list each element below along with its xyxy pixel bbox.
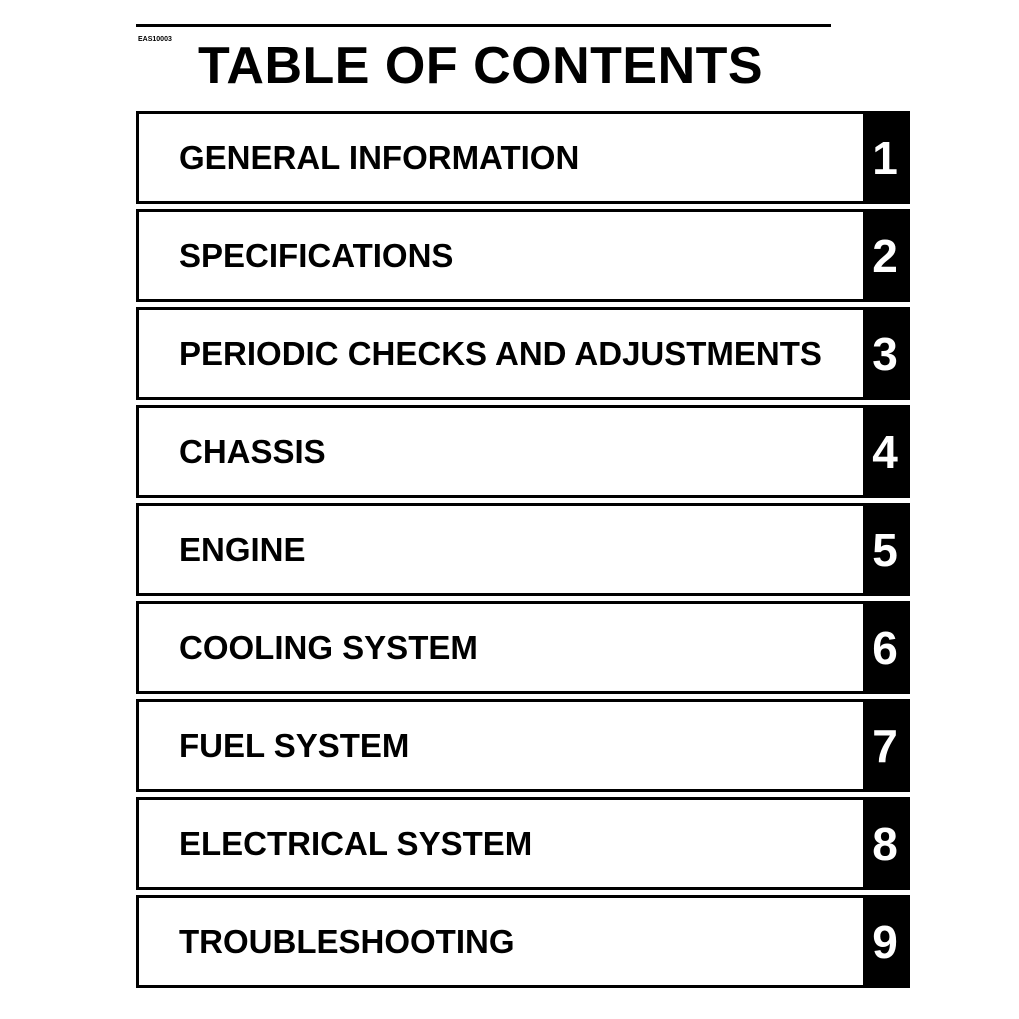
toc-entry-label: PERIODIC CHECKS AND ADJUSTMENTS: [179, 335, 822, 372]
chapter-number-tab[interactable]: 5: [863, 506, 907, 593]
toc-entry-label: SPECIFICATIONS: [179, 237, 454, 274]
chapter-number-tab[interactable]: 2: [863, 212, 907, 299]
toc-entry[interactable]: [136, 307, 910, 400]
chapter-number-tab[interactable]: 3: [863, 310, 907, 397]
toc-entry-label: COOLING SYSTEM: [179, 629, 478, 666]
toc-entry-label: TROUBLESHOOTING: [179, 923, 515, 960]
page-title: TABLE OF CONTENTS: [198, 37, 764, 95]
top-rule: [136, 24, 831, 27]
document-code: EAS10003: [138, 36, 172, 43]
toc-entry[interactable]: [136, 209, 910, 302]
chapter-number-tab[interactable]: 6: [863, 604, 907, 691]
toc-entry-label: ENGINE: [179, 531, 306, 568]
toc-entry[interactable]: [136, 503, 910, 596]
chapter-number-tab[interactable]: 9: [863, 898, 907, 985]
toc-entry[interactable]: [136, 699, 910, 792]
toc-entry[interactable]: [136, 895, 910, 988]
toc-entry-label: ELECTRICAL SYSTEM: [179, 825, 533, 862]
toc-entry[interactable]: [136, 405, 910, 498]
chapter-number-tab[interactable]: 1: [863, 114, 907, 201]
toc-entry[interactable]: [136, 797, 910, 890]
toc-entry[interactable]: [136, 601, 910, 694]
toc-entry-label: FUEL SYSTEM: [179, 727, 410, 764]
toc-entry[interactable]: [136, 111, 910, 204]
chapter-number-tab[interactable]: 8: [863, 800, 907, 887]
toc-entry-label: CHASSIS: [179, 433, 326, 470]
toc-entry-label: GENERAL INFORMATION: [179, 139, 580, 176]
chapter-number-tab[interactable]: 7: [863, 702, 907, 789]
chapter-number-tab[interactable]: 4: [863, 408, 907, 495]
